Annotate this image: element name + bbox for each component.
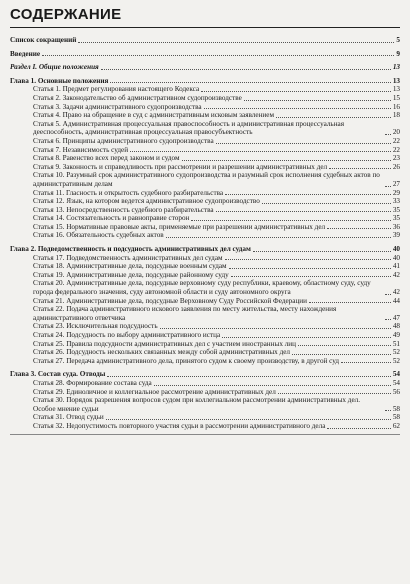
dot-leader (385, 134, 391, 135)
dot-leader (262, 203, 391, 204)
toc-entry-label: Статья 26. Подсудность нескольких связанных между собой административных дел (33, 348, 291, 357)
toc-entry-chapter[interactable] (10, 77, 400, 86)
toc-entry-article[interactable] (10, 297, 400, 306)
toc-entry-page: 48 (392, 322, 400, 331)
dot-leader (329, 168, 391, 169)
toc-entry-article[interactable] (10, 206, 400, 215)
toc-entry-page: 42 (392, 270, 400, 279)
toc-entry-article[interactable] (10, 340, 400, 349)
toc-entry-label: Статья 15. Нормативные правовые акты, применяемые при разрешении административных дел (33, 222, 326, 231)
toc-entry-label: Статья 10. Разумный срок административного судопроизводства и разумный срок исполнения судебных актов по административным делам (33, 171, 380, 188)
dot-leader (385, 410, 391, 411)
dot-leader (327, 228, 391, 229)
toc-entry-label: Статья 30. Порядок разрешения вопросов судом при коллегиальном рассмотрении административных дел. Особое мнение судьи (33, 396, 361, 413)
toc-entry-label: Статья 20. Административные дела, подсудные верховному суду республики, краевому, областному суду, суду города федерального значения, суду автономной области и суду автономного округа (33, 279, 371, 297)
toc-entry-article[interactable] (10, 262, 400, 271)
dot-leader (385, 319, 391, 320)
toc-entry-label: Список сокращений (10, 36, 77, 44)
toc-entry-label: Статья 17. Подведомственность административных дел судам (33, 253, 223, 262)
toc-entry-label: Статья 23. Исключительная подсудность (33, 322, 158, 331)
toc-entry-label: Статья 21. Административные дела, подсудные Верховному Суду Российской Федерации (33, 296, 307, 305)
toc-entry-article[interactable] (10, 422, 400, 431)
toc-entry-article[interactable] (10, 388, 400, 397)
toc-entry-article[interactable] (10, 111, 400, 120)
dot-leader (154, 385, 391, 386)
toc-entry-page: 58 (392, 413, 400, 422)
toc-entry-article[interactable] (10, 331, 400, 340)
toc-entry-article[interactable] (10, 137, 400, 146)
toc-entry-page: 13 (392, 85, 400, 94)
table-of-contents (10, 36, 400, 431)
dot-leader (244, 100, 391, 101)
toc-entry-label: Статья 14. Состязательность и равноправие сторон (33, 214, 190, 223)
toc-entry-article[interactable] (10, 197, 400, 206)
toc-entry-page: 40 (392, 253, 400, 262)
dot-leader (166, 237, 391, 238)
dot-leader (231, 276, 391, 277)
toc-entry-article[interactable] (10, 154, 400, 163)
toc-entry-page: 54 (392, 378, 400, 387)
toc-entry-label: Статья 12. Язык, на котором ведется административное судопроизводство (33, 197, 260, 206)
toc-entry-label: Статья 28. Формирование состава суда (33, 378, 152, 387)
toc-entry-article[interactable] (10, 223, 400, 232)
toc-entry-label: Глава 3. Состав суда. Отводы (10, 370, 106, 379)
toc-entry-page: 44 (392, 296, 400, 305)
toc-entry-section[interactable] (10, 63, 400, 72)
toc-entry-chapter[interactable] (10, 370, 400, 379)
dot-leader (225, 194, 391, 195)
toc-entry-label: Статья 5. Административная процессуальная правоспособность и административная процессуальная дееспособность, административная процессуальная правосубъектность (33, 119, 345, 137)
toc-entry-page: 35 (392, 205, 400, 214)
dot-leader (341, 362, 391, 363)
toc-entry-page: 13 (392, 63, 400, 72)
toc-entry-article[interactable] (10, 254, 400, 263)
toc-entry-label: Статья 24. Подсудность по выбору административного истца (33, 331, 221, 339)
toc-entry-label: Статья 16. Обязательность судебных актов (33, 231, 164, 240)
toc-entry-label: Статья 31. Отвод судьи (33, 413, 104, 422)
toc-entry-label: Статья 19. Административные дела, подсудные районному суду (33, 270, 229, 279)
toc-entry-page: 36 (392, 222, 400, 231)
toc-entry-page: 20 (392, 128, 400, 137)
dot-leader (160, 328, 391, 329)
toc-entry-label: Статья 1. Предмет регулирования настоящего Кодекса (33, 85, 200, 94)
toc-entry-article[interactable] (10, 379, 400, 388)
dot-leader (191, 220, 390, 221)
toc-entry-article[interactable] (10, 271, 400, 280)
toc-entry-article[interactable] (10, 413, 400, 422)
dot-leader (222, 337, 391, 338)
dot-leader (130, 151, 391, 152)
toc-entry-article[interactable] (10, 94, 400, 103)
toc-entry-article[interactable] (10, 357, 400, 366)
toc-entry-page: 56 (392, 387, 400, 396)
toc-entry-page: 41 (392, 262, 400, 271)
toc-entry-label: Статья 9. Законность и справедливость при рассмотрении и разрешении административных дел (33, 162, 328, 171)
toc-entry-page: 35 (392, 214, 400, 223)
toc-entry-article[interactable] (10, 163, 400, 172)
toc-entry-page: 23 (392, 154, 400, 163)
dot-leader (78, 42, 394, 43)
toc-entry-label: Статья 22. Подача административного искового заявления по месту жительства, месту нахождения административного ответчика (33, 305, 337, 322)
dot-leader (253, 251, 391, 252)
toc-entry-page: 22 (392, 145, 400, 154)
toc-entry-page: 26 (392, 162, 400, 171)
dot-leader (42, 55, 394, 56)
toc-entry-page: 29 (392, 188, 400, 197)
toc-entry-article[interactable] (10, 348, 400, 357)
dot-leader (298, 345, 391, 346)
toc-entry-label: Статья 18. Административные дела, подсудные военным судам (33, 262, 227, 271)
toc-entry-page: 52 (392, 348, 400, 357)
toc-entry-label: Статья 3. Задачи административного судопроизводства (33, 102, 202, 111)
toc-entry-article[interactable] (10, 120, 400, 137)
toc-entry-label: Раздел I. Общие положения (10, 63, 99, 72)
toc-entry-page: 9 (396, 49, 400, 58)
toc-entry-label: Статья 11. Гласность и открытость судебного разбирательства (33, 188, 224, 197)
dot-leader (385, 294, 391, 295)
toc-entry-chapter[interactable] (10, 245, 400, 254)
dot-leader (229, 268, 391, 269)
toc-entry-article[interactable] (10, 322, 400, 331)
toc-entry-article[interactable] (10, 396, 400, 413)
dot-leader (385, 186, 391, 187)
dot-leader (278, 393, 391, 394)
toc-entry-page: 16 (392, 102, 400, 111)
toc-entry-label: Введение (10, 49, 41, 58)
toc-entry-top[interactable] (10, 50, 400, 59)
toc-entry-article[interactable] (10, 189, 400, 198)
toc-entry-label: Статья 29. Единоличное и коллегиальное рассмотрение административных дел (33, 387, 276, 396)
dot-leader (201, 91, 391, 92)
toc-entry-page: 62 (392, 421, 400, 430)
toc-entry-label: Статья 4. Право на обращение в суд с административным исковым заявлением (33, 111, 275, 120)
toc-entry-page: 15 (392, 93, 400, 102)
toc-entry-label: Статья 25. Правила подсудности административных дел с участием иностранных лиц (33, 339, 296, 348)
toc-entry-article[interactable] (10, 103, 400, 112)
toc-entry-article[interactable] (10, 231, 400, 240)
toc-entry-article[interactable] (10, 85, 400, 94)
toc-entry-page: 54 (392, 370, 400, 379)
toc-entry-page: 49 (392, 331, 400, 339)
toc-entry-article[interactable] (10, 214, 400, 223)
page-title: СОДЕРЖАНИЕ (10, 6, 400, 28)
dot-leader (182, 160, 391, 161)
toc-entry-page: 13 (392, 76, 400, 85)
dot-leader (106, 419, 391, 420)
dot-leader (292, 354, 391, 355)
dot-leader (276, 117, 391, 118)
toc-entry-label: Статья 32. Недопустимость повторного участия судьи в рассмотрении административного дела (33, 421, 326, 430)
dot-leader (101, 69, 391, 70)
dot-leader (216, 143, 391, 144)
toc-entry-page: 47 (392, 313, 400, 322)
toc-entry-page: 22 (392, 136, 400, 145)
toc-entry-label: Глава 2. Подведомственность и подсудность административных дел судам (10, 245, 251, 254)
toc-entry-label: Статья 27. Передача административного дела, принятого судом к своему производству, в другой суд (33, 356, 340, 365)
dot-leader (107, 376, 390, 377)
toc-entry-label: Статья 2. Законодательство об административном судопроизводстве (33, 93, 242, 102)
toc-entry-page: 58 (392, 404, 400, 413)
bottom-divider (10, 434, 400, 435)
toc-entry-page: 39 (392, 231, 400, 240)
toc-entry-label: Статья 13. Непосредственность судебного разбирательства (33, 205, 214, 214)
dot-leader (110, 82, 390, 83)
toc-entry-page: 51 (392, 339, 400, 348)
toc-entry-article[interactable] (10, 279, 400, 296)
dot-leader (309, 302, 391, 303)
toc-entry-page: 42 (392, 288, 400, 297)
dot-leader (225, 259, 391, 260)
toc-entry-page: 18 (392, 111, 400, 120)
toc-entry-label: Статья 8. Равенство всех перед законом и судом (33, 154, 180, 163)
toc-entry-article[interactable] (10, 305, 400, 322)
dot-leader (204, 108, 391, 109)
toc-entry-article[interactable] (10, 171, 400, 188)
toc-entry-top[interactable] (10, 36, 400, 45)
toc-entry-article[interactable] (10, 146, 400, 155)
toc-entry-page: 52 (392, 356, 400, 365)
toc-entry-label: Глава 1. Основные положения (10, 76, 109, 85)
dot-leader (216, 211, 391, 212)
dot-leader (327, 428, 390, 429)
toc-entry-page: 40 (392, 245, 400, 254)
toc-entry-label: Статья 6. Принципы административного судопроизводства (33, 136, 214, 145)
toc-entry-label: Статья 7. Независимость судей (33, 145, 129, 154)
toc-entry-page: 33 (392, 197, 400, 206)
toc-entry-page: 5 (396, 36, 400, 44)
toc-entry-page: 27 (392, 179, 400, 188)
